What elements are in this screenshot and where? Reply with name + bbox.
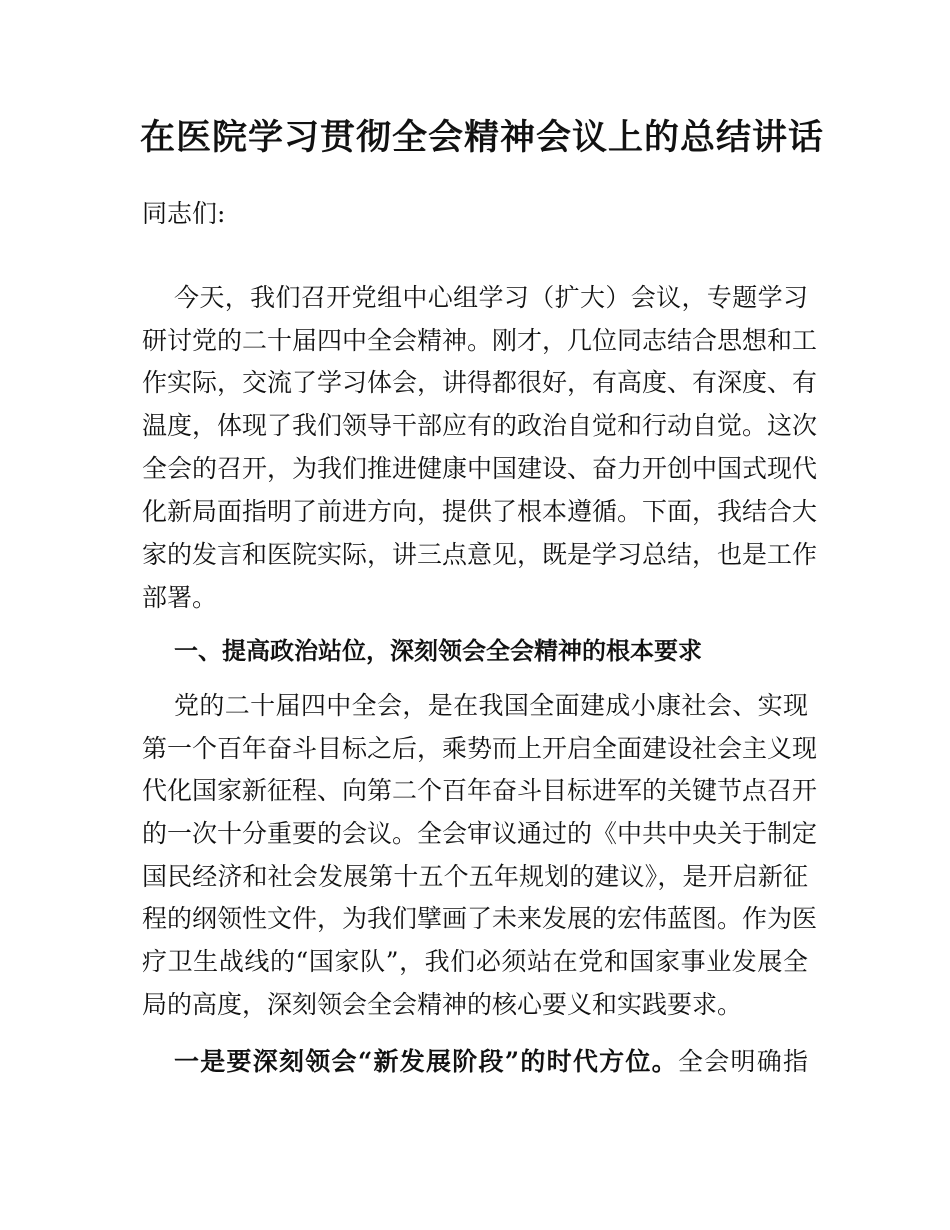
- paragraph-line: 局的高度，深刻领会全会精神的核心要义和实践要求。: [142, 990, 743, 1019]
- paragraph-line: 疗卫生战线的“国家队”，我们必须站在党和国家事业发展全: [142, 947, 808, 976]
- paragraph-line: 代化国家新征程、向第二个百年奋斗目标进军的关键节点召开: [142, 776, 818, 805]
- paragraph-line: 化新局面指明了前进方向，提供了根本遵循。下面，我结合大: [142, 497, 818, 526]
- salutation: 同志们:: [142, 199, 226, 228]
- paragraph-line: 党的二十届四中全会，是在我国全面建成小康社会、实现: [174, 691, 808, 720]
- point-1-line: [174, 1045, 808, 1079]
- paragraph-line: 程的纲领性文件，为我们擘画了未来发展的宏伟蓝图。作为医: [142, 904, 818, 933]
- paragraph-line: 研讨党的二十届四中全会精神。刚才，几位同志结合思想和工: [142, 326, 818, 355]
- paragraph-line: 部署。: [142, 583, 218, 612]
- document-title: 在医院学习贯彻全会精神会议上的总结讲话: [140, 117, 825, 158]
- paragraph-line: 第一个百年奋斗目标之后，乘势而上开启全面建设社会主义现: [142, 734, 818, 763]
- point-1-bold-lead: 一是要深刻领会“新发展阶段”的时代方位。: [174, 1047, 678, 1076]
- paragraph-line: 今天，我们召开党组中心组学习（扩大）会议，专题学习: [174, 283, 808, 312]
- paragraph-line: 作实际，交流了学习体会，讲得都很好，有高度、有深度、有: [142, 368, 818, 397]
- paragraph-line: 全会的召开，为我们推进健康中国建设、奋力开创中国式现代: [142, 454, 818, 483]
- paragraph-line: 国民经济和社会发展第十五个五年规划的建议》，是开启新征: [142, 862, 808, 891]
- point-1-text: 全会明确指: [677, 1047, 808, 1076]
- paragraph-line: 温度，体现了我们领导干部应有的政治自觉和行动自觉。这次: [142, 411, 818, 440]
- section-heading-1: 一、提高政治站位，深刻领会全会精神的根本要求: [174, 636, 702, 665]
- paragraph-line: 家的发言和医院实际，讲三点意见，既是学习总结，也是工作: [142, 540, 818, 569]
- paragraph-line: 的一次十分重要的会议。全会审议通过的《中共中央关于制定: [142, 819, 818, 848]
